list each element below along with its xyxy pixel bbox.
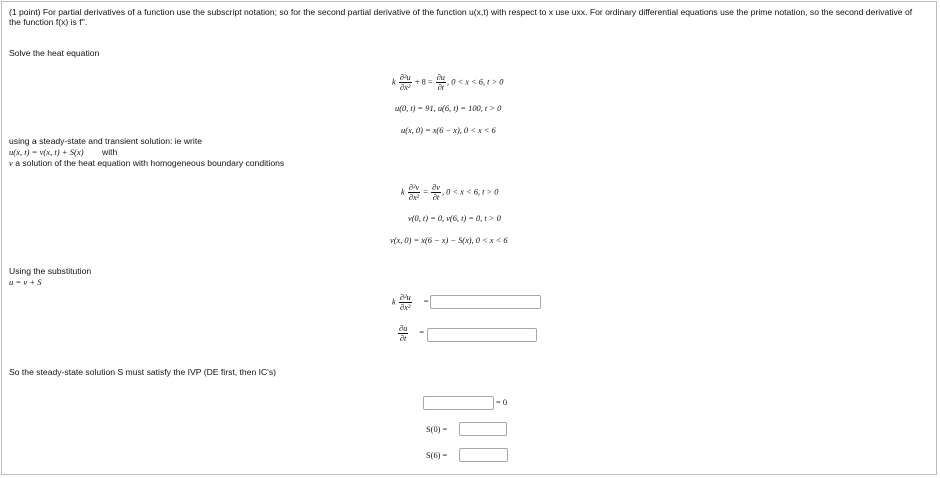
method-line2	[9, 147, 117, 157]
s6-input[interactable]	[459, 448, 508, 462]
steady-state-label: So the steady-state solution S must satisfy the IVP (DE first, then IC's)	[9, 367, 277, 377]
boundary-conditions-u	[395, 104, 501, 113]
domain-text: , 0 < x < 6, t > 0	[441, 187, 499, 197]
s0-input[interactable]	[459, 422, 507, 436]
fraction-ut	[436, 73, 446, 92]
fraction-denominator: ∂t	[437, 83, 445, 92]
s0-label: S(0) =	[426, 425, 448, 434]
steady-state-de-input[interactable]	[423, 396, 494, 410]
fraction-numerator: ∂v	[432, 183, 440, 192]
with-label: with	[101, 147, 118, 157]
fraction-denominator: ∂t	[399, 334, 407, 343]
fraction-denominator: ∂x²	[400, 303, 411, 312]
plus-eight: + 8 =	[414, 77, 433, 87]
method-line3	[9, 158, 284, 168]
ic-text: u(x, 0) = x(6 − x), 0 < x < 6	[401, 126, 496, 135]
s6-label: S(6) =	[426, 451, 448, 460]
fraction-numerator: ∂u	[436, 73, 445, 82]
solve-label: Solve the heat equation	[9, 48, 100, 58]
fraction-numerator: ∂²u	[399, 293, 411, 302]
coef-k: k	[401, 187, 405, 197]
equals-sign: =	[423, 297, 429, 307]
fraction-denominator: ∂t	[432, 193, 440, 202]
fraction-vxx	[408, 183, 420, 202]
fraction-denominator: ∂x²	[400, 83, 411, 92]
initial-condition-v	[390, 236, 508, 245]
equals-sign: =	[423, 187, 429, 197]
method-line1: using a steady-state and transient solution: ie write	[9, 136, 202, 146]
fraction-denominator: ∂x²	[408, 193, 420, 202]
ic-text: v(x, 0) = x(6 − x) − S(x), 0 < x < 6	[390, 236, 508, 245]
coef-k: k	[392, 297, 396, 307]
substitution-row-uxx	[392, 293, 428, 312]
var-v: v	[9, 158, 13, 168]
heat-equation-v	[401, 183, 498, 202]
method-line3-text: a solution of the heat equation with homogeneous boundary conditions	[15, 158, 285, 168]
bc-text: v(0, t) = 0, v(6, t) = 0, t > 0	[408, 214, 501, 223]
fraction-ut	[398, 324, 408, 343]
substitution-formula: u = v + S	[9, 277, 42, 287]
heat-equation	[392, 73, 504, 92]
initial-condition-u	[401, 126, 496, 135]
substitution-row-ut	[397, 324, 424, 343]
fraction-numerator: ∂²u	[399, 73, 411, 82]
intro-text: (1 point) For partial derivatives of a function use the subscript notation; so for the second partial derivative of the function u(x,t) with respect to x use uxx. For ordinary differential equations use the prime notation, so the second derivative of the function f(x) is f''.	[9, 7, 913, 27]
fraction-numerator: ∂²v	[408, 183, 420, 192]
decomposition-formula: u(x, t) = v(x, t) + S(x)	[9, 147, 84, 157]
fraction-numerator: ∂u	[399, 324, 408, 333]
substitution-label: Using the substitution	[9, 266, 92, 276]
fraction-vt	[431, 183, 441, 202]
de-rhs: = 0	[496, 398, 508, 407]
bc-text: u(0, t) = 91, u(6, t) = 100, t > 0	[395, 104, 502, 113]
ut-answer-input[interactable]	[427, 328, 537, 342]
domain-text: , 0 < x < 6, t > 0	[447, 77, 504, 87]
fraction-uxx	[399, 73, 412, 92]
fraction-uxx	[399, 293, 412, 312]
boundary-conditions-v	[408, 214, 501, 223]
coef-k: k	[392, 77, 396, 87]
kuxx-answer-input[interactable]	[430, 295, 541, 309]
equals-sign: =	[419, 328, 425, 338]
